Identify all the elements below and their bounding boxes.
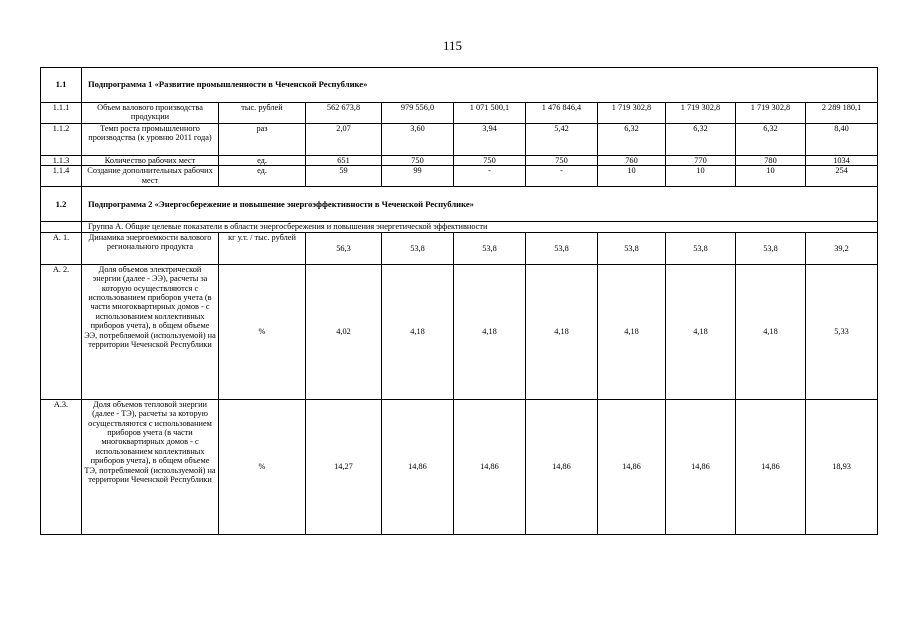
row-code: А. 2. — [41, 264, 82, 399]
row-value: 53,8 — [666, 232, 736, 264]
row-value: 5,33 — [806, 264, 878, 399]
row-value: 4,18 — [666, 264, 736, 399]
row-value: 4,18 — [598, 264, 666, 399]
row-unit: % — [219, 264, 306, 399]
row-indicator: Количество рабочих мест — [82, 156, 219, 166]
row-value: 59 — [306, 166, 382, 187]
row-unit: ед. — [219, 156, 306, 166]
section-header — [41, 68, 878, 103]
row-value: 780 — [736, 156, 806, 166]
row-unit: тыс. рублей — [219, 103, 306, 124]
row-value: 8,40 — [806, 124, 878, 156]
row-value: 14,86 — [736, 399, 806, 534]
row-value: 1 719 302,8 — [598, 103, 666, 124]
row-value: 4,18 — [382, 264, 454, 399]
row-value: 1 719 302,8 — [666, 103, 736, 124]
row-value: 770 — [666, 156, 736, 166]
row-unit: % — [219, 399, 306, 534]
row-value: 53,8 — [526, 232, 598, 264]
row-value: 56,3 — [306, 232, 382, 264]
row-value: 6,32 — [598, 124, 666, 156]
row-value: 5,42 — [526, 124, 598, 156]
row-code: 1.1.1 — [41, 103, 82, 124]
row-value: 53,8 — [382, 232, 454, 264]
row-value: 254 — [806, 166, 878, 187]
section-title: Подпрограмма 2 «Энергосбережение и повышение энергоэффективности в Чеченской Республике» — [82, 187, 878, 222]
row-value: 6,32 — [666, 124, 736, 156]
row-value: 4,18 — [526, 264, 598, 399]
row-value: - — [454, 166, 526, 187]
row-value: 6,32 — [736, 124, 806, 156]
row-indicator: Динамика энергоемкости валового регионального продукта — [82, 232, 219, 264]
row-value: 750 — [382, 156, 454, 166]
row-value: 53,8 — [736, 232, 806, 264]
row-value: 14,86 — [526, 399, 598, 534]
row-indicator: Доля объемов электрической энергии (далее - ЭЭ), расчеты за которую осуществляются с использованием приборов учета (в части многоквартирных домов - с использованием коллективных приборов учета), в общем объеме ЭЭ, потребляемой (используемой) на территории Чеченской Республики — [82, 264, 219, 399]
row-code: А. 1. — [41, 232, 82, 264]
row-indicator: Доля объемов тепловой энергии (далее - ТЭ), расчеты за которую осуществляются с использованием приборов учета (в части многоквартирных домов - с использованием коллективных приборов учета), в общем объеме ТЭ, потребляемой (используемой) на территории Чеченской Республики — [82, 399, 219, 534]
row-value: 10 — [736, 166, 806, 187]
row-value: 1 719 302,8 — [736, 103, 806, 124]
row-value: 4,18 — [454, 264, 526, 399]
row-value: 760 — [598, 156, 666, 166]
row-value: 53,8 — [598, 232, 666, 264]
section-code: 1.2 — [41, 187, 82, 222]
row-value: 2,07 — [306, 124, 382, 156]
row-indicator: Объем валового производства продукции — [82, 103, 219, 124]
row-value: 4,02 — [306, 264, 382, 399]
page-number: 115 — [442, 38, 463, 53]
row-value: 1 071 500,1 — [454, 103, 526, 124]
row-value: 10 — [666, 166, 736, 187]
table-row — [41, 264, 878, 399]
row-indicator: Создание дополнительных рабочих мест — [82, 166, 219, 187]
row-value: - — [526, 166, 598, 187]
row-value: 14,86 — [382, 399, 454, 534]
row-value: 562 673,8 — [306, 103, 382, 124]
row-value: 14,27 — [306, 399, 382, 534]
row-value: 651 — [306, 156, 382, 166]
row-code: 1.1.4 — [41, 166, 82, 187]
row-value: 53,8 — [454, 232, 526, 264]
row-value: 750 — [526, 156, 598, 166]
row-code: 1.1.2 — [41, 124, 82, 156]
row-value: 2 289 180,1 — [806, 103, 878, 124]
row-value: 99 — [382, 166, 454, 187]
group-title: Группа А. Общие целевые показатели в области энергосбережения и повышения энергетической эффективности — [82, 222, 878, 232]
group-code-cell — [41, 222, 82, 232]
row-unit: раз — [219, 124, 306, 156]
row-value: 14,86 — [598, 399, 666, 534]
row-value: 14,86 — [666, 399, 736, 534]
indicators-table — [40, 67, 878, 535]
row-value: 979 556,0 — [382, 103, 454, 124]
row-value: 3,60 — [382, 124, 454, 156]
row-unit: ед. — [219, 166, 306, 187]
row-value: 3,94 — [454, 124, 526, 156]
table-row — [41, 124, 878, 156]
row-value: 18,93 — [806, 399, 878, 534]
section-code: 1.1 — [41, 68, 82, 103]
row-code: А.3. — [41, 399, 82, 534]
row-indicator: Темп роста промышленного производства (к уровню 2011 года) — [82, 124, 219, 156]
section-title: Подпрограмма 1 «Развитие промышленности в Чеченской Республике» — [82, 68, 878, 103]
row-value: 750 — [454, 156, 526, 166]
row-value: 14,86 — [454, 399, 526, 534]
table-row — [41, 103, 878, 124]
row-value: 1034 — [806, 156, 878, 166]
table-row — [41, 156, 878, 166]
row-value: 39,2 — [806, 232, 878, 264]
table-row — [41, 232, 878, 264]
row-value: 4,18 — [736, 264, 806, 399]
table-row — [41, 399, 878, 534]
group-header — [41, 222, 878, 232]
row-value: 10 — [598, 166, 666, 187]
row-value: 1 476 846,4 — [526, 103, 598, 124]
row-code: 1.1.3 — [41, 156, 82, 166]
section-header — [41, 187, 878, 222]
table-row — [41, 166, 878, 187]
row-unit: кг у.т. / тыс. рублей — [219, 232, 306, 264]
